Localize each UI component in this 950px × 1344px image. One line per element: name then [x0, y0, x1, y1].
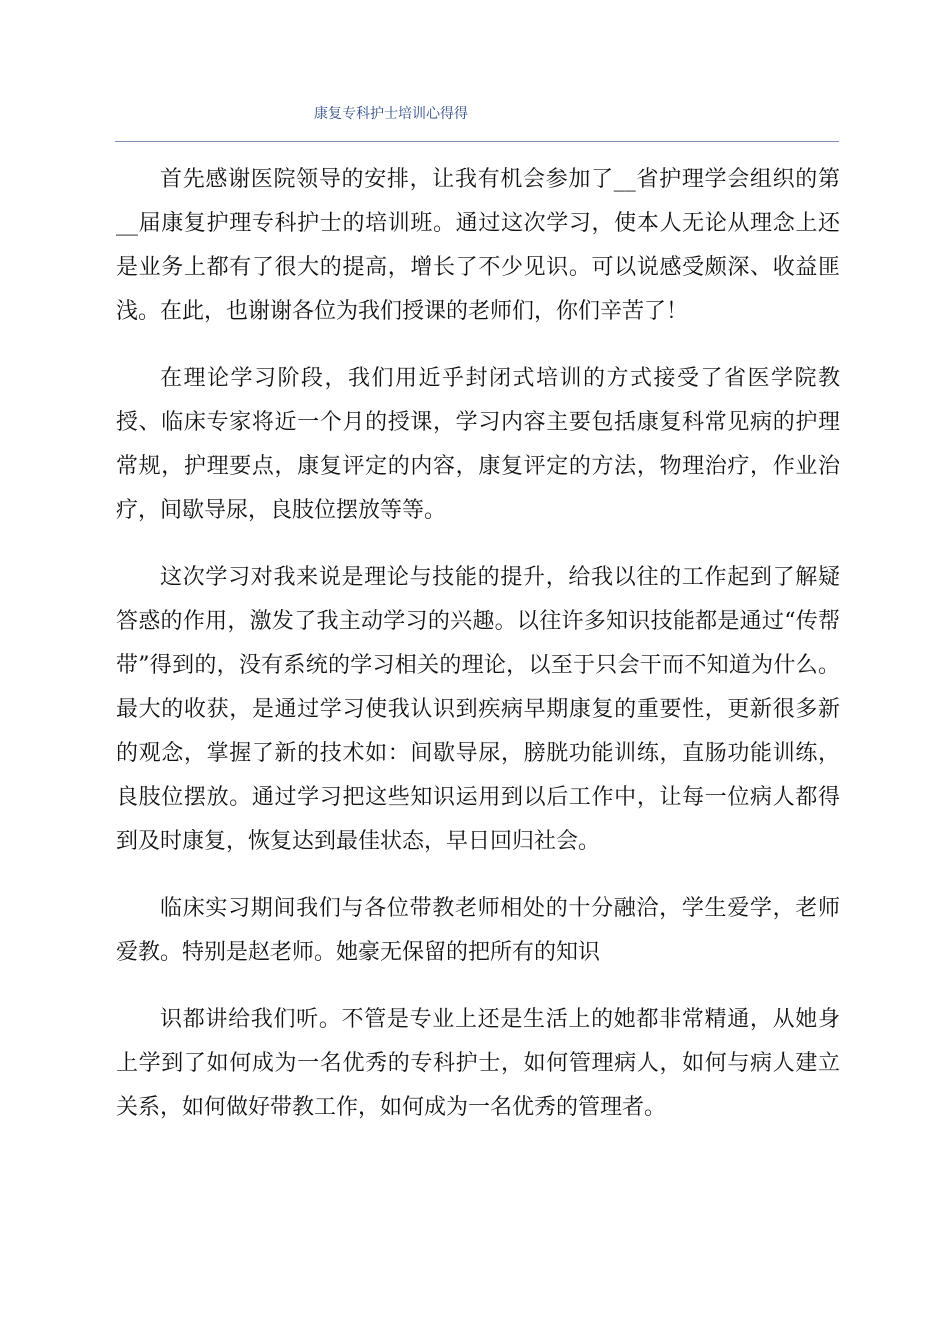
header-divider: [115, 141, 839, 142]
header-title: 康复专科护士培训心得得: [314, 106, 468, 122]
paragraph-4: 临床实习期间我们与各位带教老师相处的十分融洽，学生爱学，老师爱教。特别是赵老师。她豪无保留的把所有的知识: [116, 896, 840, 965]
paragraph-1: 首先感谢医院领导的安排，让我有机会参加了__省护理学会组织的第__届康复护理专科护士的培训班。通过这次学习，使本人无论从理念上还是业务上都有了很大的提高，增长了不少见识。可以说感受颇深、收益匪浅。在此，也谢谢各位为我们授课的老师们，你们辛苦了！: [116, 167, 840, 324]
paragraph-5: 识都讲给我们听。不管是专业上还是生活上的她都非常精通，从她身上学到了如何成为一名优秀的专科护士，如何管理病人，如何与病人建立关系，如何做好带教工作，如何成为一名优秀的管理者。: [116, 1007, 840, 1120]
document-body: [116, 158, 840, 1153]
paragraph-3: 这次学习对我来说是理论与技能的提升，给我以往的工作起到了解疑答惑的作用，激发了我主动学习的兴趣。以往许多知识技能都是通过“传帮带”得到的，没有系统的学习相关的理论，以至于只会干而不知道为什么。最大的收获，是通过学习使我认识到疾病早期康复的重要性，更新很多新的观念，掌握了新的技术如：间歇导尿，膀胱功能训练，直肠功能训练，良肢位摆放。通过学习把这些知识运用到以后工作中，让每一位病人都得到及时康复，恢复达到最佳状态，早日回归社会。: [116, 565, 840, 854]
paragraph-2: 在理论学习阶段，我们用近乎封闭式培训的方式接受了省医学院教授、临床专家将近一个月的授课，学习内容主要包括康复科常见病的护理常规，护理要点，康复评定的内容，康复评定的方法，物理治疗，作业治疗，间歇导尿，良肢位摆放等等。: [116, 366, 840, 523]
